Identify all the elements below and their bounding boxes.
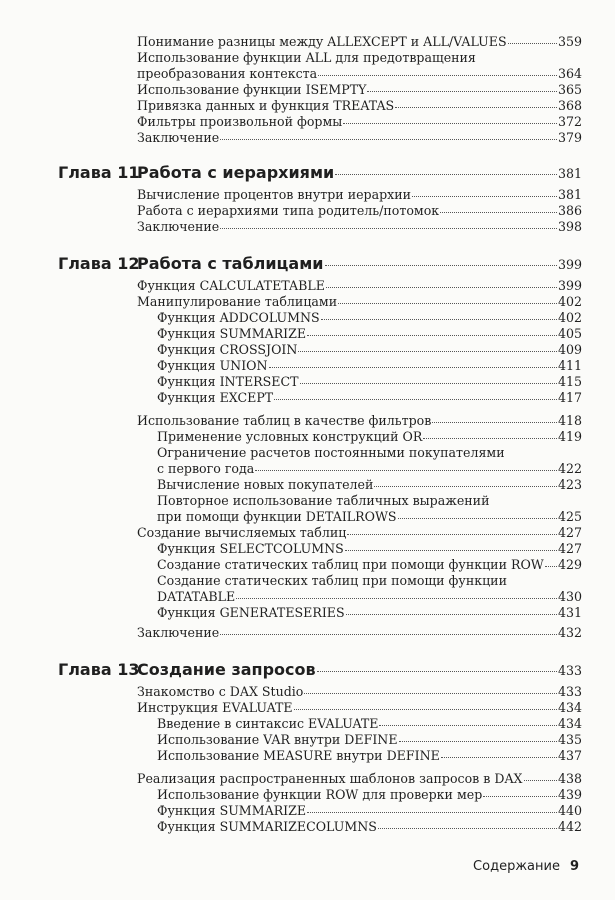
toc-entry[interactable]	[137, 130, 582, 146]
page-number-ref: 440	[557, 803, 582, 818]
page-number-ref: 365	[557, 82, 582, 97]
page-number-ref: 425	[557, 509, 582, 524]
dot-leader	[255, 459, 557, 471]
toc-entry[interactable]	[157, 429, 582, 445]
entry-line	[157, 605, 582, 621]
dot-leader	[220, 623, 557, 635]
dot-leader	[294, 698, 557, 710]
dot-leader	[269, 356, 557, 368]
dot-leader	[412, 185, 557, 197]
page-number-ref: 430	[557, 589, 582, 604]
entry-line	[157, 819, 582, 835]
page-number-ref: 438	[557, 771, 582, 786]
toc-entry[interactable]	[137, 219, 582, 235]
entry-title: Функция EXCEPT	[157, 390, 274, 405]
dot-leader	[307, 801, 557, 813]
page-number-ref: 409	[557, 342, 582, 357]
entry-line	[137, 219, 582, 235]
toc-entry[interactable]	[157, 445, 582, 477]
page-number-ref: 434	[557, 700, 582, 715]
toc-entry[interactable]	[137, 50, 582, 82]
entry-title: Привязка данных и функция TREATAS	[137, 98, 395, 113]
page-number-ref: 381	[557, 166, 582, 181]
entry-line	[157, 390, 582, 406]
entry-title: Использование VAR внутри DEFINE	[157, 732, 398, 747]
page-number-ref: 364	[557, 66, 582, 81]
dot-leader	[545, 555, 557, 567]
page-number-ref: 402	[557, 310, 582, 325]
dot-leader	[317, 658, 557, 672]
entry-line	[157, 748, 582, 764]
page-number-ref: 411	[557, 358, 582, 373]
entry-line	[137, 34, 582, 50]
page-number-ref: 418	[557, 413, 582, 428]
dot-leader	[441, 746, 557, 758]
page-number-ref: 423	[557, 477, 582, 492]
dot-leader	[321, 308, 557, 320]
entry-title: Функция SELECTCOLUMNS	[157, 541, 344, 556]
page-number-ref: 429	[557, 557, 582, 572]
entry-title: DATATABLE	[157, 589, 236, 604]
page-number-ref: 417	[557, 390, 582, 405]
entry-title: Заключение	[137, 625, 220, 640]
chapter-label: Глава 11	[58, 163, 140, 182]
entry-title: Работа с иерархиями типа родитель/потомок	[137, 203, 440, 218]
page-number-ref: 405	[557, 326, 582, 341]
page-footer	[473, 859, 579, 874]
toc-entry[interactable]	[157, 605, 582, 621]
entry-title: Использование MEASURE внутри DEFINE	[157, 748, 440, 763]
page-number-ref: 435	[557, 732, 582, 747]
dot-leader	[347, 523, 557, 535]
entry-title: Функция CALCULATETABLE	[137, 278, 325, 293]
toc-entry[interactable]	[137, 625, 582, 641]
entry-title: Функция SUMMARIZE	[157, 326, 307, 341]
dot-leader	[304, 682, 557, 694]
chapter-title-text: Создание запросов	[137, 660, 316, 679]
entry-title: Заключение	[137, 130, 220, 145]
page-number-ref: 432	[557, 625, 582, 640]
dot-leader	[524, 769, 557, 781]
page-number-ref: 379	[557, 130, 582, 145]
page-number-ref: 398	[557, 219, 582, 234]
dot-leader	[307, 324, 557, 336]
page-number-ref: 422	[557, 461, 582, 476]
dot-leader	[367, 80, 556, 92]
entry-title: Использование функции ISEMPTY	[137, 82, 367, 97]
dot-leader	[346, 603, 557, 615]
dot-leader	[432, 411, 557, 423]
chapter-title-text: Работа с таблицами	[137, 254, 324, 273]
dot-leader	[343, 112, 557, 124]
dot-leader	[374, 475, 557, 487]
page-number-ref: 427	[557, 525, 582, 540]
dot-leader	[326, 276, 557, 288]
page-number-ref: 399	[557, 278, 582, 293]
entry-title-line1: Ограничение расчетов постоянными покупателями	[157, 445, 505, 460]
chapter-title[interactable]	[137, 660, 582, 681]
page-number-ref: 433	[557, 663, 582, 678]
entry-title: Вычисление новых покупателей	[157, 477, 374, 492]
entry-title: Создание вычисляемых таблиц	[137, 525, 347, 540]
dot-leader	[335, 161, 557, 175]
page-number-ref: 434	[557, 716, 582, 731]
dot-leader	[274, 388, 557, 400]
page-number-ref: 381	[557, 187, 582, 202]
entry-title: Функция INTERSECT	[157, 374, 299, 389]
chapter-label: Глава 13	[58, 660, 140, 679]
entry-line	[137, 254, 582, 275]
page-number-ref: 402	[557, 294, 582, 309]
entry-title: Реализация распространенных шаблонов запросов в DAX	[137, 771, 523, 786]
dot-leader	[399, 730, 557, 742]
dot-leader	[345, 539, 557, 551]
page-number-ref: 427	[557, 541, 582, 556]
entry-line	[137, 660, 582, 681]
chapter-label: Глава 12	[58, 254, 140, 273]
dot-leader	[483, 785, 557, 797]
toc-entry[interactable]	[157, 390, 582, 406]
entry-title: Вычисление процентов внутри иерархии	[137, 187, 412, 202]
entry-line	[137, 130, 582, 146]
dot-leader	[423, 427, 557, 439]
chapter-title[interactable]	[137, 163, 582, 184]
dot-leader	[338, 292, 557, 304]
entry-line	[157, 429, 582, 445]
dot-leader	[220, 128, 557, 140]
entry-line	[137, 163, 582, 184]
toc-entry[interactable]	[157, 541, 582, 557]
chapter-title[interactable]	[137, 254, 582, 275]
chapter-title-text: Работа с иерархиями	[137, 163, 335, 182]
dot-leader	[318, 64, 557, 76]
page-number: 9	[569, 859, 579, 874]
entry-title: Использование функции ROW для проверки мер	[157, 787, 483, 802]
entry-title: преобразования контекста	[137, 66, 318, 81]
entry-title: Функция CROSSJOIN	[157, 342, 298, 357]
toc-entry[interactable]	[157, 493, 582, 525]
page-number-ref: 415	[557, 374, 582, 389]
dot-leader	[395, 96, 557, 108]
dot-leader	[325, 252, 557, 266]
page-number-ref: 419	[557, 429, 582, 444]
entry-title-line1: Использование функции ALL для предотвращения	[137, 50, 476, 65]
page-number-ref: 368	[557, 98, 582, 113]
entry-title: Понимание разницы между ALLEXCEPT и ALL/VALUES	[137, 34, 507, 49]
page-number-ref: 386	[557, 203, 582, 218]
page-number-ref: 431	[557, 605, 582, 620]
page-number-ref: 437	[557, 748, 582, 763]
entry-title-line1: Создание статических таблиц при помощи функции	[157, 573, 507, 588]
entry-title: Функция ADDCOLUMNS	[157, 310, 320, 325]
entry-line	[157, 557, 582, 573]
toc-entry[interactable]	[137, 34, 582, 50]
entry-title: Применение условных конструкций OR	[157, 429, 423, 444]
entry-title: Заключение	[137, 219, 220, 234]
entry-line	[157, 477, 582, 493]
toc-entry[interactable]	[157, 748, 582, 764]
dot-leader	[508, 32, 557, 44]
entry-title: Знакомство с DAX Studio	[137, 684, 304, 699]
page-number-ref: 433	[557, 684, 582, 699]
page-number-ref: 439	[557, 787, 582, 802]
dot-leader	[236, 587, 557, 599]
entry-title: Манипулирование таблицами	[137, 294, 338, 309]
page-number-ref: 359	[557, 34, 582, 49]
entry-title: Введение в синтаксис EVALUATE	[157, 716, 379, 731]
dot-leader	[220, 217, 557, 229]
entry-line	[157, 541, 582, 557]
footer-label: Содержание	[473, 859, 560, 874]
dot-leader	[440, 201, 557, 213]
dot-leader	[398, 507, 557, 519]
entry-title: Использование таблиц в качестве фильтров	[137, 413, 432, 428]
entry-title: Функция UNION	[157, 358, 268, 373]
entry-title: с первого года	[157, 461, 255, 476]
entry-title: Функция SUMMARIZE	[157, 803, 307, 818]
entry-line	[137, 625, 582, 641]
page-number-ref: 372	[557, 114, 582, 129]
entry-title: Функция SUMMARIZECOLUMNS	[157, 819, 377, 834]
entry-title: Фильтры произвольной формы	[137, 114, 343, 129]
page-number-ref: 442	[557, 819, 582, 834]
dot-leader	[378, 817, 557, 829]
entry-title: Создание статических таблиц при помощи функции ROW	[157, 557, 544, 572]
entry-title: Инструкция EVALUATE	[137, 700, 293, 715]
page-number-ref: 399	[557, 257, 582, 272]
dot-leader	[379, 714, 556, 726]
toc-entry[interactable]	[157, 477, 582, 493]
toc-entry[interactable]	[157, 573, 582, 605]
entry-title: Функция GENERATESERIES	[157, 605, 345, 620]
toc-entry[interactable]	[157, 819, 582, 835]
entry-title-line1: Повторное использование табличных выражений	[157, 493, 490, 508]
entry-title: при помощи функции DETAILROWS	[157, 509, 397, 524]
dot-leader	[300, 372, 557, 384]
toc-entry[interactable]	[157, 557, 582, 573]
dot-leader	[298, 340, 557, 352]
